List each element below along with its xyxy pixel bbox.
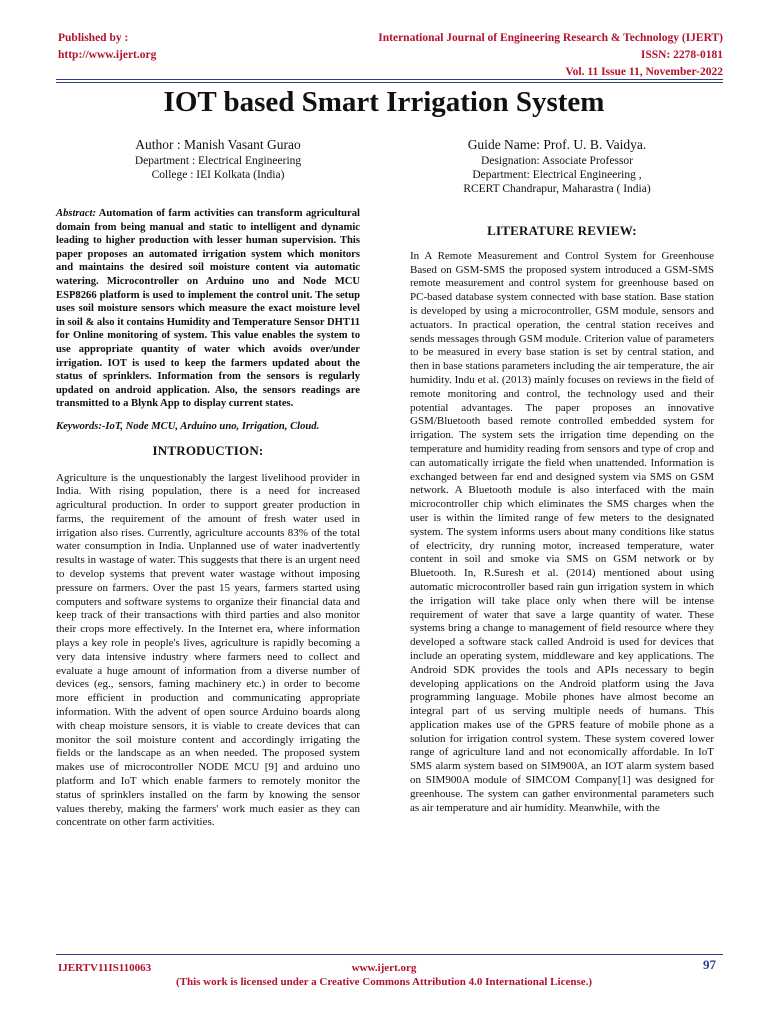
footer-url-link[interactable]: www.ijert.org <box>351 962 417 974</box>
introduction-text: Agriculture is the unquestionably the largest livelihood provider in India. With rising population, there is a need for increased agricultural production. In order to support greater production in farms, the requirement of the amount of fresh water used in irrigation also rises. Currently, agriculture accounts 83% of the total water consumption in India. Unplanned use of water inadvertently results in wastage of water. This suggests that there is an urgent need to develop systems that prevent water wastage without imposing pressure on farmers. Over the past 15 years, farmers started using computers and software systems to organize their financial data and keep track of their transactions with third parties and also monitor their crops more effectively. In the Internet era, where information plays a key role in people's lives, agriculture is rapidly becoming a very data intensive industry where farmers need to collect and evaluate a huge amount of information from a diverse number of devices (eg., sensors, faming machinery etc.) in order to become more efficient in production and communicating appropriate information. With the advent of open source Arduino boards along with cheap moisture sensors, it is viable to create devices that can monitor the soil moisture content and accordingly irrigating the fields or the landscape as an when needed. The proposed system makes use of microcontroller NODE MCU [9] and arduino uno platform and IoT which enable farmers to remotely monitor the status of sprinklers installed on the farm by knowing the sensor values thereby, making the farmers' work much easier as they can concentrate on other farm activities. <box>56 471 360 829</box>
guide-college: RCERT Chandrapur, Maharastra ( India) <box>463 183 651 195</box>
keywords: Keywords:-IoT, Node MCU, Arduino uno, Irrigation, Cloud. <box>56 420 320 432</box>
footer-center <box>0 961 768 989</box>
right-column <box>410 224 714 815</box>
footer-divider <box>56 954 723 955</box>
author-college: College : IEI Kolkata (India) <box>151 169 285 181</box>
journal-block <box>378 30 723 81</box>
author-department: Department : Electrical Engineering <box>134 155 302 167</box>
publisher-block <box>58 30 156 64</box>
guide-department: Department: Electrical Engineering , <box>472 169 642 181</box>
left-column <box>56 207 360 830</box>
publisher-url-link[interactable]: http://www.ijert.org <box>58 49 157 61</box>
abstract-label: Abstract: <box>56 208 97 219</box>
guide-block <box>432 136 682 196</box>
page-number: 97 <box>703 957 716 972</box>
introduction-heading: INTRODUCTION: <box>152 442 264 458</box>
author-name: Author : Manish Vasant Gurao <box>135 137 301 152</box>
literature-text: In A Remote Measurement and Control System for Greenhouse Based on GSM-SMS the proposed system introduced a GSM-SMS remote measurement and control system for greenhouse based on PC-based database system connected with base station. Base station is developed by using a microcontroller, GSM module, sensors and actuators. In practical operation, the central station receives and sends messages through GSM module. Criterion value of parameters to be measured in every base station is set by central station, and then in base stations parameters including the air temperature, the air humidity. Indu et al. (2013) mainly focuses on reviews in the field of remote monitoring and control, the technology used and their potential advantages. The paper proposes an innovative GSM/Bluetooth based remote controlled embedded system for irrigation. The system sets the irrigation time depending on the temperature and humidity reading from sensors and type of crop and can automatically irrigate the field when unattended. Information is exchanged between far end and designed system via SMS on GSM network. A Bluetooth module is also interfaced with the main microcontroller chip which eliminates the SMS charges when the user is within the limited range of few meters to the designated system. The system informs users about many conditions like status of electricity, dry running motor, increased temperature, water content in soil and smoke via SMS on GSM network or by Bluetooth. In, R.Suresh et al. (2014) mentioned about using automatic microcontroller based rain gun irrigation system in which the irrigation will take place only when there will be intense requirement of water that save a large quantity of water. These systems bring a change to management of field resource where they developed a software stack called Android is used for devices that include an operating system, middleware and key applications. The Android SDK provides the tools and APIs necessary to begin developing applications on the Android platform using the Java programming language. Mobile phones have almost become an integral part of us serving multiple needs of humans. This application makes use of the GPRS feature of mobile phone as a solution for irrigation control system. These system covered lower range of agriculture land and not economically affordable. In IoT SMS alarm system based on SIM900A, an IOT alarm system based on SIM900A module of SIMCOM Company[1] was designed for greenhouse. The system can gather environmental parameters such as air temperature and air humidity. Meanwhile, with the <box>410 249 714 814</box>
abstract-text: Automation of farm activities can transform agricultural domain from being manual and static to intelligent and dynamic leading to higher production with lesser human supervision. This paper proposes an automated irrigation system which monitors and maintains the desired soil moisture content via automatic watering. Microcontroller on Arduino uno and Node MCU ESP8266 platform is used to implement the control unit. The setup uses soil moisture sensors which measure the exact moisture level in soil & also it contains Humidity and Temperature Sensor DHT11 for Online monitoring of system. This value enables the system to use appropriate quantity of water which avoids over/under irrigation. IOT is used to keep the farmers updated about the status of sprinklers. Information from the sensors is regularly updated on android application. Also, the sensors readings are transmitted to a Blynk App to display current states. <box>56 208 360 410</box>
header-divider-secondary <box>56 82 723 83</box>
literature-heading: LITERATURE REVIEW: <box>487 223 637 238</box>
journal-name: International Journal of Engineering Research & Technology (IJERT) <box>378 32 723 44</box>
abstract <box>56 207 360 411</box>
author-block <box>98 136 338 182</box>
header-divider <box>56 79 723 80</box>
guide-designation: Designation: Associate Professor <box>480 155 634 167</box>
published-by-label: Published by : <box>58 32 129 44</box>
guide-name: Guide Name: Prof. U. B. Vaidya. <box>467 137 647 152</box>
license-note: (This work is licensed under a Creative Commons Attribution 4.0 International License.) <box>175 976 593 988</box>
issn-label: ISSN: 2278-0181 <box>640 49 723 61</box>
volume-label: Vol. 11 Issue 11, November-2022 <box>565 66 723 78</box>
paper-id: IJERTV11IS110063 <box>58 962 152 974</box>
paper-title: IOT based Smart Irrigation System <box>163 86 605 118</box>
